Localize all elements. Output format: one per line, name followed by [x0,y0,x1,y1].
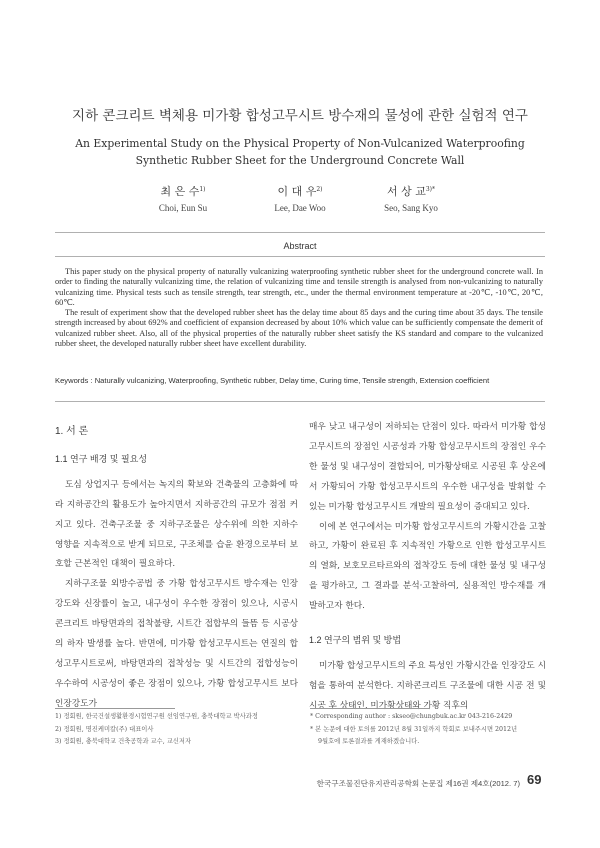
author-1 [123,183,243,213]
author-name-en: Choi, Eun Su [158,203,208,213]
footnote-discussion: * 본 논문에 대한 토의를 2012년 8월 31일까지 학회로 보내주시면 2012년 [310,725,518,733]
author-affiliation-mark: 2) [316,186,323,193]
abstract-heading: Abstract [283,241,317,251]
page-number: 69 [527,772,542,787]
footnote-rule-right [310,708,430,709]
title-en-line-2: Synthetic Rubber Sheet for the Underground Concrete Wall [135,154,465,167]
journal-citation: 한국구조물진단유지관리공학회 논문집 제16권 제4호(2012. 7) [316,779,520,788]
author-name-ko: 최 은 수 [160,185,200,198]
author-name-ko: 이 대 우 [277,185,317,198]
author-3 [351,183,471,213]
abstract-paragraph-1: This paper study on the physical property of naturally vulcanizing waterproofing synthetic rubber sheet for the underground concrete wall. In order to finding the naturally vulcanizing time, the relation of vulcanizing time and tensile strength is analysed from non-vulcanizing to naturally vulcanizing time. Physical tests such as tensile strength, tear strength, etc., under the thermal environment temperature at -20℃, -10℃, 20℃, 60℃. [55,267,543,307]
author-affiliation-mark: 1) [199,186,206,193]
section-heading-introduction: 1. 서 론 [55,426,89,437]
right-column [309,418,546,717]
abstract-paragraph-2: The result of experiment show that the developed rubber sheet has the delay time about 85 days and the curing time about 35 days. The tensile strength increased by about 692% and coefficient of expansion decreased by about 10% which value can be sufficiently compensate the demerit of vulcanized rubber sheet. Also, all of the physical properties of the naturally rubber sheet satisfy the KS standard and compare to the vulcanized rubber sheet, the developed naturally rubber sheet have excellent durability. [55,308,543,349]
author-affiliation-mark: 3)* [425,186,436,193]
body-paragraph: 이에 본 연구에서는 미가황 합성고무시트의 가황시간을 고찰하고, 가황이 완료된 후 지속적인 가황으로 인한 합성고무시트의 열화, 보호모르타르와의 접착강도 등에 대한 물성 및 내구성을 평가하고, 그 결과를 분석·고찰하여, 실용적인 방수재를 개발하고자 한다. [309,521,546,612]
footnotes-left [55,711,298,749]
footnote-discussion: 9월호에 토론결과를 게재하겠습니다. [318,738,420,745]
body-paragraph: 지하구조물 외방수공법 중 가황 합성고무시트 방수재는 인장강도와 신장률이 높고, 내구성이 우수한 장점이 있으나, 시공시 콘크리트 바탕면과의 접착불량, 시트간 접합부의 들뜸 등 시공상의 하자 발생률 높다. 반면에, 미가황 합성고무시트는 연질의 합성고무시트로써, 바탕면과의 접착성능 및 시트간의 접합성능이 우수하여 시공성이 좋은 장점이 있으나, 가황 합성고무시트 보다 인장강도가 [55,579,298,709]
footnote-rule-left [55,708,175,709]
left-column [55,422,298,715]
footnotes-right [310,711,546,749]
paper-title-korean: 지하 콘크리트 벽체용 미가황 합성고무시트 방수재의 물성에 관한 실험적 연구 [72,108,528,124]
abstract-bottom-rule [55,401,545,402]
footnote: 3) 정회원, 충북대학교 건축공학과 교수, 교신저자 [55,738,192,745]
body-paragraph: 미가황 합성고무시트의 주요 특성인 가황시간을 인장강도 시험을 통하여 분석한다. 지하콘크리트 구조물에 대한 시공 전 및 시공 후 상태인, 미가황상태와 가황 직후의 [309,660,546,711]
subsection-heading-background: 1.1 연구 배경 및 필요성 [55,453,148,464]
paper-title-english [0,135,600,169]
footnote: 2) 정회원, 명진케미칼(주) 대표이사 [55,725,154,733]
author-name-en: Lee, Dae Woo [274,203,326,213]
keywords [55,376,555,385]
body-paragraph: 매우 낮고 내구성이 저하되는 단점이 있다. 따라서 미가황 합성고무시트의 장점인 시공성과 가황 합성고무시트의 장점인 우수한 물성 및 내구성이 결합되어, 미가황상태로 시공된 후 상온에서 가황되어 가황 합성고무시트의 우수한 내구성을 발휘할 수 있는 미가황 합성고무시트 개발의 필요성이 증대되고 있다. [309,422,546,512]
author-2 [240,183,360,213]
author-name-en: Seo, Sang Kyo [384,203,438,213]
abstract-heading-rule [55,256,545,257]
abstract-body [55,267,543,349]
title-en-line-1: An Experimental Study on the Physical Property of Non-Vulcanized Waterproofing [75,137,525,150]
body-paragraph: 도심 상업지구 등에서는 녹지의 확보와 건축물의 고층화에 따라 지하공간의 활용도가 높아지면서 지하공간의 규모가 점점 커지고 있다. 건축구조물 중 지하구조물은 상수위에 의한 지하수 영향을 지속적으로 받게 되므로, 구조체를 습윤 환경으로부터 보호할 근본적인 대책이 필요하다. [55,479,298,570]
abstract-top-rule [55,232,545,233]
keywords-label: Keywords : [55,376,93,385]
keywords-list: Naturally vulcanizing, Waterproofing, Synthetic rubber, Delay time, Curing time, Tensile strength, Extension coefficient [94,376,490,385]
footnote-corresponding-author: * Corresponding author : skseo@chungbuk.ac.kr 043-216-2429 [310,713,513,720]
subsection-heading-scope: 1.2 연구의 범위 및 방법 [309,635,402,646]
footnote: 1) 정회원, 한국건설생활환경시험연구원 선임연구원, 충북대학교 박사과정 [55,713,258,720]
author-name-ko: 서 상 교 [386,185,426,198]
